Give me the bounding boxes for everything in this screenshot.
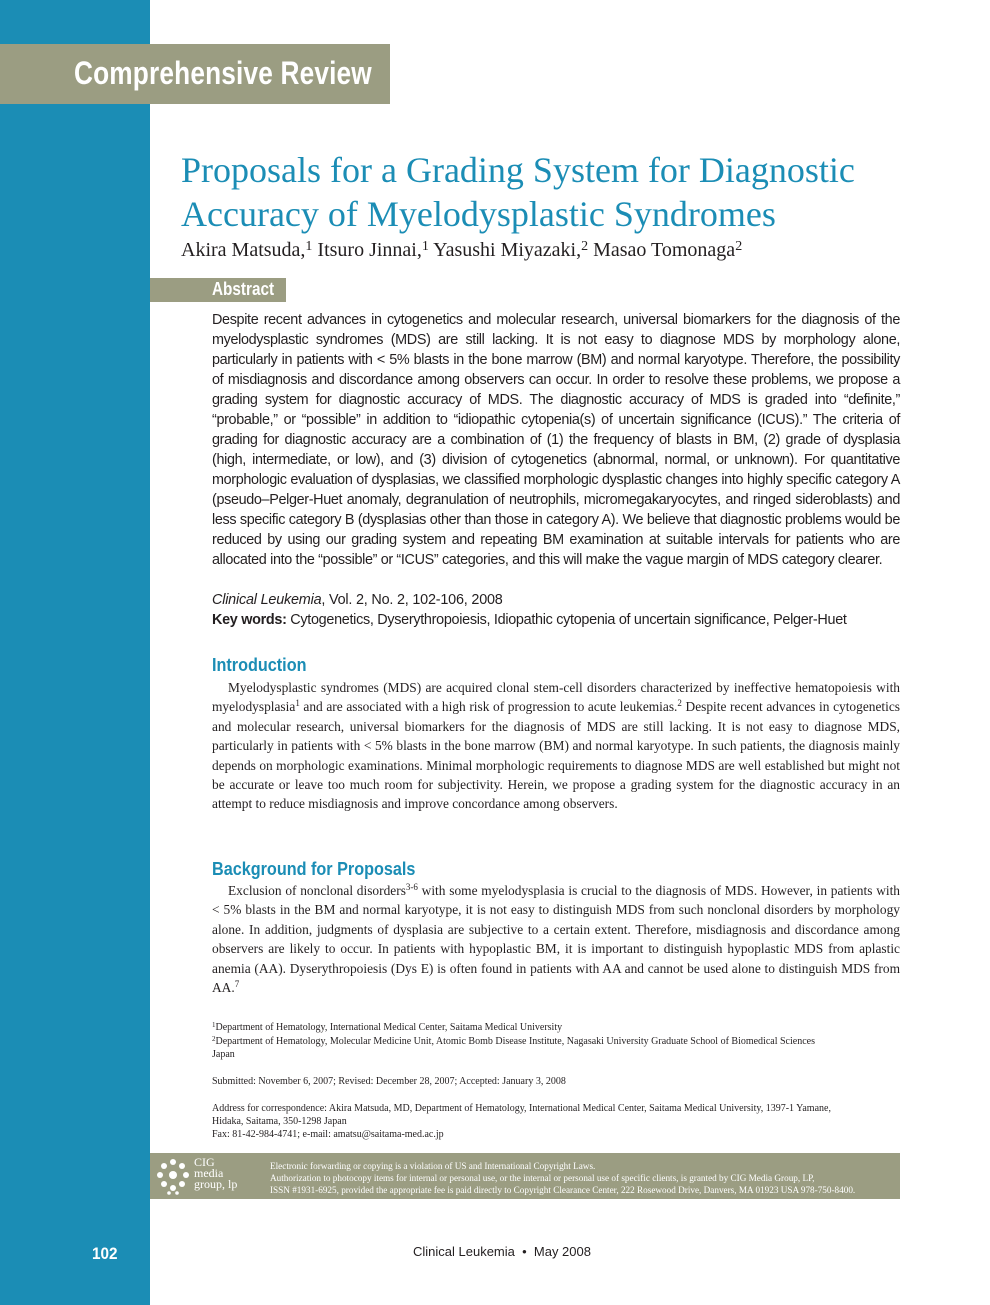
author-affiliation-mark: 2 bbox=[735, 239, 743, 254]
citation-details: , Vol. 2, No. 2, 102-106, 2008 bbox=[321, 592, 503, 608]
intro-text-1: Myelodysplastic syndromes (MDS) are acquired clonal stem-cell disorders characterized by ineffective hematopoiesis with myelodysplasia bbox=[212, 680, 900, 715]
page-number: 102 bbox=[92, 1244, 118, 1263]
contact-line: Fax: 81-42-984-4741; e-mail: amatsu@saitama-med.ac.jp bbox=[212, 1129, 444, 1140]
author-name: Masao Tomonaga bbox=[593, 239, 736, 261]
reference-mark: 3-6 bbox=[405, 882, 418, 892]
left-color-sidebar bbox=[0, 0, 150, 1305]
abstract-heading: Abstract bbox=[212, 279, 275, 299]
reference-mark: 7 bbox=[234, 979, 240, 990]
background-text-2: with some myelodysplasia is crucial to the diagnosis of MDS. However, in patients with < 5% blasts in the BM and normal karyotype, it is not easy to distinguish MDS from such nonclonal disorders by morphology alone. In addition, judgments of dysplasia are subjective to a certain extent. Therefore, misdiagnosis and discordance among observers are likely to occur. In patients with hypoplastic BM, it is important to distinguish hypoplastic MDS from aplastic anemia (AA). Dyserythropoiesis (Dys E) is often found in patients with AA and cannot be used alone to distinguish MDS from AA. bbox=[212, 883, 900, 996]
intro-text-2: and are associated with a high risk of progression to acute leukemias. bbox=[299, 699, 678, 715]
affiliation-country: Japan bbox=[212, 1049, 235, 1060]
keywords bbox=[212, 610, 902, 630]
submission-dates: Submitted: November 6, 2007; Revised: December 28, 2007; Accepted: January 3, 2008 bbox=[212, 1076, 566, 1087]
background-text-1: Exclusion of nonclonal disorders bbox=[228, 883, 406, 898]
abstract-text: Despite recent advances in cytogenetics and molecular research, universal biomarkers for the diagnosis of the myelodysplastic syndromes (MDS) are still lacking. It is not easy to diagnose MDS by morphology alone, particularly in patients with < 5% blasts in the bone marrow (BM) and normal karyotype. Therefore, the possibility of misdiagnosis and discordance among observers can occur. In order to resolve these problems, we propose a grading system for diagnostic accuracy of MDS. The diagnostic accuracy of MDS is graded into “definite,” “probable,” or “possible” in addition to “idiopathic cytopenia(s) of uncertain significance (ICUS).” The criteria of grading for diagnostic accuracy are a combination of (1) the frequency of blasts in BM, (2) grade of dysplasia (high, intermediate, or low), and (3) division of cytogenetics (abnormal, normal, or unknown). For quantitative morphologic evaluation of dysplasias, we classified morphologic dysplastic changes into highly specific category A (pseudo–Pelger-Huet anomaly, degranulation of neutrophils, micromegakaryocytes, and ringed sideroblasts) and less specific category B (dysplasias other than those in category A). We believe that diagnostic problems would be reduced by using our grading system and repeating BM examination at suitable intervals for patients who are allocated into the “possible” or “ICUS” categories, and this will make the vague margin of MDS category clearer. bbox=[212, 312, 900, 568]
legal-line: ISSN #1931-6925, provided the appropriate fee is paid directly to Copyright Clearance Center, 222 Rosewood Drive, Danvers, MA 01923 USA 978-750-8400. bbox=[270, 1185, 856, 1195]
running-title: Clinical Leukemia • May 2008 bbox=[413, 1244, 591, 1259]
author-affiliation-mark: 2 bbox=[581, 239, 589, 254]
correspondence-address bbox=[212, 1102, 902, 1141]
affiliation-1 bbox=[212, 1021, 902, 1034]
copyright-notice bbox=[270, 1160, 855, 1196]
intro-text-3: Despite recent advances in cytogenetics and molecular research, universal biomarkers for the diagnosis of MDS are still lacking. It is not easy to diagnose MDS, particularly in patients with < 5% blasts in the bone marrow (BM) and normal karyotype. In such patients, the diagnosis mainly depends on morphologic examinations. Minimal morphologic requirements to diagnose MDS are well established but might not be accurate or leave too much room for subjectivity. Herein, we propose a grading system for the diagnostic accuracy in an attempt to reduce misdiagnosis and improve concordance among observers. bbox=[212, 699, 900, 812]
introduction-paragraph bbox=[212, 678, 900, 814]
publisher-logo-text bbox=[194, 1157, 237, 1190]
legal-line: Authorization to photocopy items for internal or personal use, or the internal or personal use of specific clients, is granted by CIG Media Group, LP, bbox=[270, 1173, 815, 1183]
running-footer bbox=[413, 1244, 591, 1259]
reference-mark: 2 bbox=[677, 698, 682, 709]
author-list bbox=[181, 239, 742, 262]
journal-name: Clinical Leukemia bbox=[212, 592, 322, 608]
article-title: Proposals for a Grading System for Diagnostic Accuracy of Myelodysplastic Syndromes bbox=[181, 150, 855, 234]
background-paragraph bbox=[212, 881, 900, 997]
affiliation-mark: 2 bbox=[212, 1035, 216, 1043]
introduction-heading: Introduction bbox=[212, 655, 307, 675]
author-name: Yasushi Miyazaki, bbox=[433, 239, 582, 261]
address-line: Hidaka, Saitama, 350-1298 Japan bbox=[212, 1116, 347, 1127]
keywords-text: Cytogenetics, Dyserythropoiesis, Idiopathic cytopenia of uncertain significance, Pelger-Huet bbox=[286, 612, 847, 628]
logo-line: CIG bbox=[194, 1155, 215, 1169]
affiliation-text: Department of Hematology, Molecular Medicine Unit, Atomic Bomb Disease Institute, Nagasaki University Graduate School of Biomedical Sciences bbox=[215, 1036, 815, 1047]
keywords-label: Key words: bbox=[212, 612, 287, 628]
journal-citation bbox=[212, 590, 503, 610]
affiliation-text: Department of Hematology, International Medical Center, Saitama Medical University bbox=[215, 1022, 563, 1033]
author-name: Itsuro Jinnai, bbox=[317, 239, 422, 261]
logo-line: media bbox=[194, 1166, 224, 1180]
author-name: Akira Matsuda, bbox=[181, 239, 306, 261]
background-heading: Background for Proposals bbox=[212, 859, 416, 879]
affiliation-mark: 1 bbox=[212, 1021, 216, 1029]
publisher-logo-icon bbox=[155, 1157, 191, 1195]
logo-line: group, lp bbox=[194, 1177, 238, 1191]
affiliation-2 bbox=[212, 1035, 902, 1061]
section-label: Comprehensive Review bbox=[74, 55, 372, 91]
author-affiliation-mark: 1 bbox=[421, 239, 429, 254]
reference-mark: 1 bbox=[295, 698, 300, 709]
address-line: Address for correspondence: Akira Matsuda, MD, Department of Hematology, International Medical Center, Saitama Medical University, 1397-1 Yamane, bbox=[212, 1103, 831, 1114]
author-affiliation-mark: 1 bbox=[305, 239, 313, 254]
legal-line: Electronic forwarding or copying is a violation of US and International Copyright Laws. bbox=[270, 1161, 596, 1171]
